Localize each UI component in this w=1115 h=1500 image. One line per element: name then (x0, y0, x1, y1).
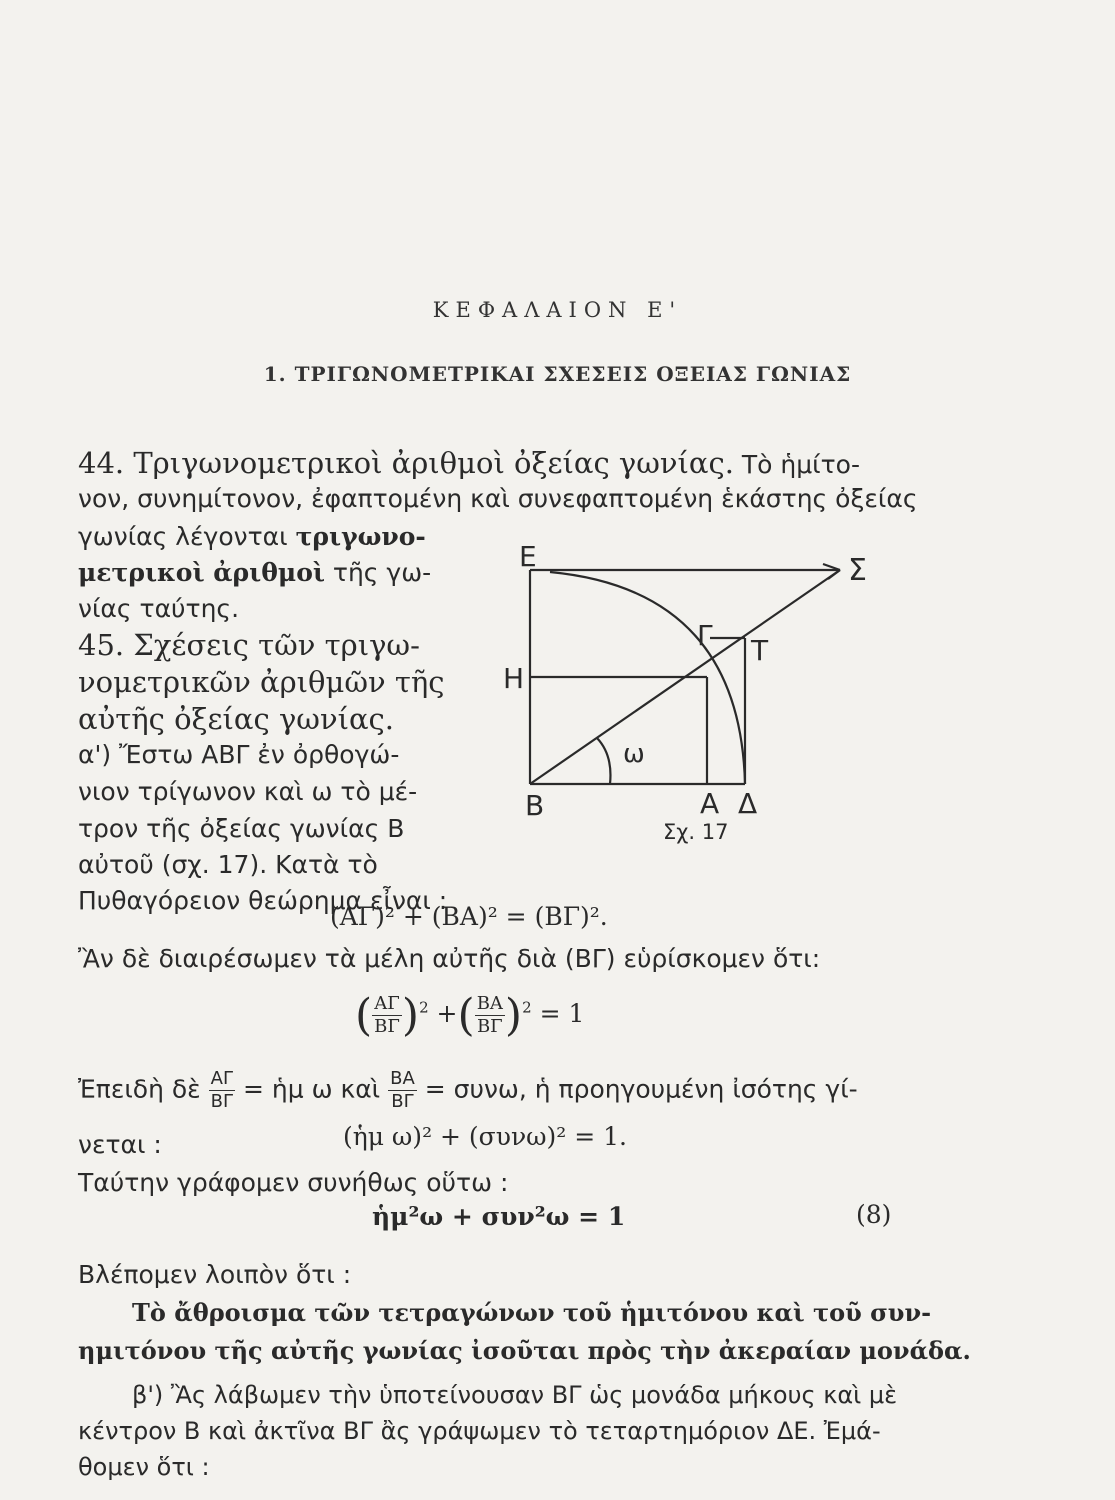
fig-label-S: Σ (848, 553, 867, 588)
p44-line1-rest: Τὸ ἡμίτο- (733, 450, 860, 479)
since-line (78, 1068, 858, 1113)
fraction-ba-bg: $\frac{BA}{B\Gamma}$ (476, 993, 503, 1037)
p45-line4: αὐτοῦ (σχ. 17). Κατὰ τὸ (78, 850, 378, 879)
equation-number: (8) (856, 1200, 892, 1229)
text-divide: Ἂν δὲ διαιρέσωμεν τὰ μέλη αὐτῆς διὰ (ΒΓ) εὑρίσκομεν ὅτι: (78, 944, 821, 973)
p44-line5: νίας ταύτης. (78, 594, 240, 623)
p44-line1 (78, 446, 860, 482)
p44-line3-text: γωνίας λέγονται (78, 522, 296, 551)
text-ginetai: νεται : (78, 1130, 162, 1159)
text-write: Ταύτην γράφομεν συνήθως οὕτω : (78, 1168, 509, 1197)
since-post: = συνω, ἡ προηγουμένη ἰσότης γί- (424, 1074, 858, 1104)
p44-line4 (78, 556, 431, 590)
theorem-line1: Τὸ ἄθροισμα τῶν τετραγώνων τοῦ ἡμιτόνου καὶ τοῦ συν- (132, 1298, 932, 1327)
fig-label-D: Δ (738, 787, 758, 820)
p45-line1: α') Ἔστω ΑΒΓ ἐν ὀρθογώ- (78, 740, 400, 769)
equation-ratio-sum: ( $\frac{A\Gamma}{B\Gamma}$ )$^2$ +( $\frac{BA}{B\Gamma}$ )$^2$ = 1 (355, 990, 585, 1041)
p45-heading-1: 45. Σχέσεις τῶν τριγω- (78, 628, 420, 662)
figure-17 (495, 530, 895, 820)
fig-label-G: Γ (697, 619, 713, 652)
fig-label-A: Α (700, 787, 720, 820)
beta-line2: κέντρον Β καὶ ἀκτῖνα ΒΓ ἂς γράψωμεν τὸ τεταρτημόριον ΔΕ. Ἐμά- (78, 1417, 881, 1445)
p44-heading: 44. Τριγωνομετρικοὶ ἀριθμοὶ ὀξείας γωνίας. (78, 446, 734, 480)
p45-heading-3: αὐτῆς ὀξείας γωνίας. (78, 702, 394, 736)
p44-line4-text: τῆς γω- (324, 558, 432, 587)
fraction-ag-bg: $\frac{A\Gamma}{B\Gamma}$ (374, 993, 400, 1037)
fig-label-E: Ε (519, 540, 537, 573)
fig-label-omega: ω (623, 739, 645, 769)
p45-heading-2: νομετρικῶν ἀριθμῶν τῆς (78, 665, 445, 699)
p44-term-part1: τριγωνο- (295, 522, 426, 551)
equation-identity: ἡμ²ω + συν²ω = 1 (372, 1202, 626, 1231)
beta-line3: θομεν ὅτι : (78, 1453, 210, 1481)
fig-label-H: Η (503, 662, 525, 695)
fig-label-T: Τ (751, 634, 769, 667)
p44-term-part2: μετρικοὶ ἀριθμοὶ (78, 558, 325, 587)
fraction-ag-bg-2: $\frac{A\Gamma}{B\Gamma}$ (210, 1068, 234, 1112)
chapter-heading: ΚΕΦΑΛΑΙΟΝ Ε' (432, 298, 683, 322)
fraction-ba-bg-2: $\frac{BA}{B\Gamma}$ (390, 1068, 415, 1112)
p45-line3: τρον τῆς ὀξείας γωνίας Β (78, 814, 405, 843)
fig-angle-omega (597, 738, 610, 784)
p45-line5: Πυθαγόρειον θεώρημα εἶναι : (78, 886, 448, 915)
equation-ratio-rhs: = 1 (539, 999, 585, 1028)
fig-label-B: Β (525, 789, 545, 820)
since-mid: = ἡμ ω καὶ (243, 1074, 381, 1104)
theorem-line2: ημιτόνου τῆς αὐτῆς γωνίας ἰσοῦται πρὸς τὴν ἀκεραίαν μονάδα. (78, 1336, 971, 1365)
text-see: Βλέπομεν λοιπὸν ὅτι : (78, 1260, 352, 1289)
equation-pythagoras: (ΑΓ)² + (ΒΑ)² = (ΒΓ)². (330, 902, 608, 931)
equation-sin-cos-squared: (ἡμ ω)² + (συνω)² = 1. (343, 1122, 627, 1151)
figure-caption: Σχ. 17 (663, 820, 729, 844)
beta-line1: β') Ἂς λάβωμεν τὴν ὑποτείνουσαν ΒΓ ὡς μονάδα μήκους καὶ μὲ (132, 1381, 898, 1409)
p44-line3 (78, 520, 426, 554)
p45-line2: νιον τρίγωνον καὶ ω τὸ μέ- (78, 777, 418, 806)
p44-line2: νον, συνημίτονον, ἐφαπτομένη καὶ συνεφαπτομένη ἑκάστης ὀξείας (78, 484, 918, 513)
since-pre: Ἐπειδὴ δὲ (78, 1074, 201, 1104)
fig-arrow-S-2 (828, 570, 840, 579)
section-title: 1. ΤΡΙΓΩΝΟΜΕΤΡΙΚΑΙ ΣΧΕΣΕΙΣ ΟΞΕΙΑΣ ΓΩΝΙΑΣ (263, 362, 852, 386)
